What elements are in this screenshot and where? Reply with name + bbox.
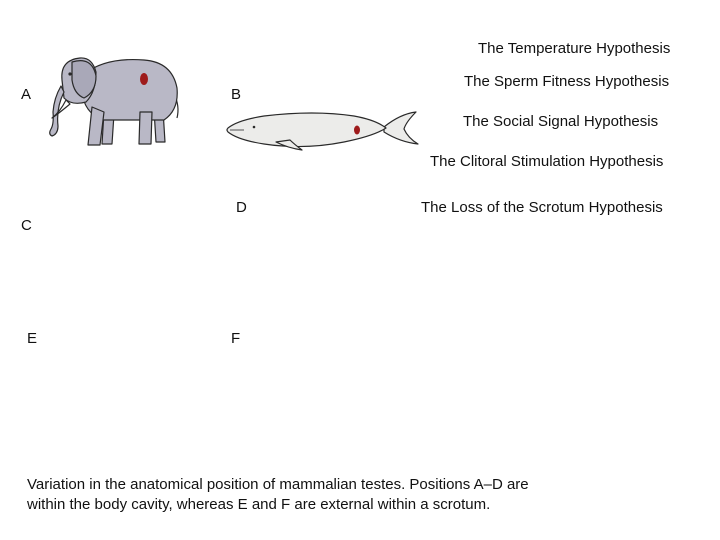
panel-label-d: D <box>236 199 247 216</box>
panel-label-c: C <box>21 217 32 234</box>
caption-line-1: Variation in the anatomical position of mammalian testes. Positions A–D are <box>27 476 529 493</box>
dolphin-illustration <box>224 104 424 154</box>
hypothesis-loss-of-scrotum: The Loss of the Scrotum Hypothesis <box>421 199 663 216</box>
panel-label-a: A <box>21 86 32 103</box>
caption-line-2: within the body cavity, whereas E and F are external within a scrotum. <box>27 496 491 513</box>
panel-label-f: F <box>231 330 241 347</box>
elephant-testis-marker <box>140 73 148 85</box>
hypothesis-social-signal: The Social Signal Hypothesis <box>463 113 659 130</box>
panel-label-b: B <box>231 86 242 103</box>
hypothesis-temperature: The Temperature Hypothesis <box>478 40 671 57</box>
hypothesis-sperm-fitness: The Sperm Fitness Hypothesis <box>464 73 670 90</box>
panel-label-e: E <box>27 330 38 347</box>
hypothesis-clitoral-stimulation: The Clitoral Stimulation Hypothesis <box>430 153 664 170</box>
figure-caption <box>27 475 667 515</box>
dolphin-testis-marker <box>354 126 360 135</box>
elephant-illustration <box>44 52 184 152</box>
